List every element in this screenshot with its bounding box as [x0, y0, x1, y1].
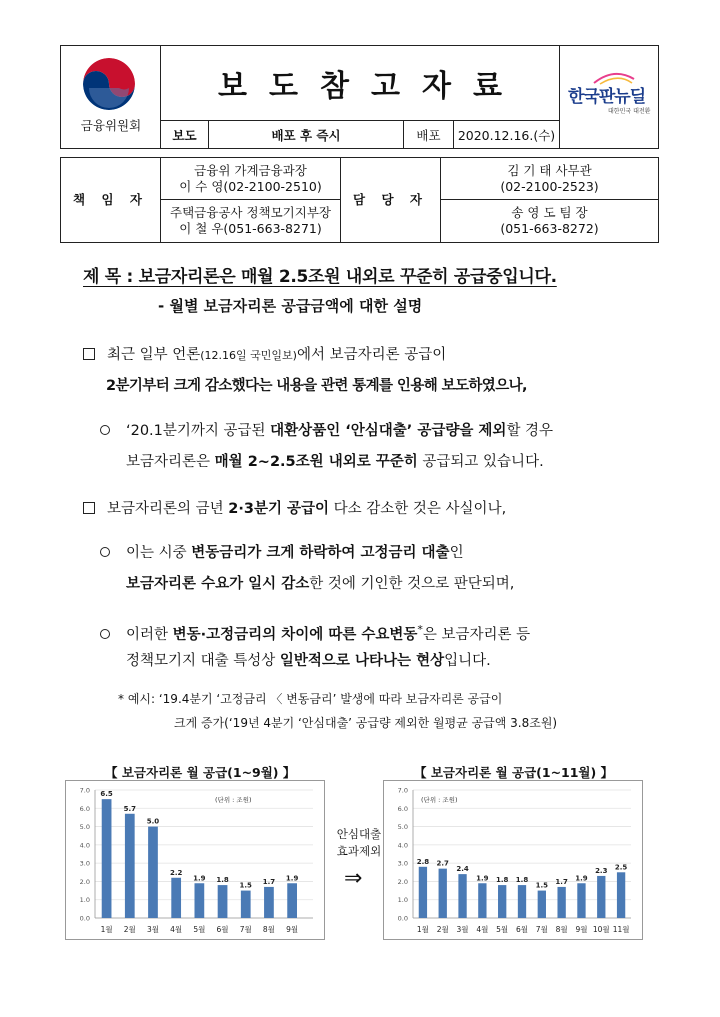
- x-tick-label: 6월: [216, 925, 229, 934]
- chart-2-title: 【 보금자리론 월 공급(1~11월) 】: [414, 765, 614, 780]
- responsible-contact-2: [161, 200, 341, 242]
- bar: [287, 883, 297, 918]
- data-label: 1.8: [515, 876, 529, 885]
- x-tick-label: 11월: [612, 925, 630, 934]
- bar: [171, 878, 181, 918]
- responsible-2-name: 이 철 우(051-663-8271): [179, 221, 322, 236]
- p5-text-a: 이러한: [126, 626, 173, 643]
- bar: [498, 885, 506, 918]
- y-tick-label: 4.0: [79, 841, 90, 850]
- logo-cell: [61, 46, 161, 148]
- bar: [218, 885, 228, 918]
- data-label: 1.9: [285, 874, 299, 883]
- p1-source: (12.16일 국민일보): [200, 349, 297, 362]
- responsible-2-title: 주택금융공사 정책모기지부장: [170, 205, 331, 220]
- charge-1-name: 김 기 태 사무관: [507, 162, 592, 178]
- paragraph-5: [100, 620, 530, 645]
- y-tick-label: 5.0: [397, 823, 408, 832]
- bar: [478, 883, 486, 918]
- p2-line2-b: 매월 2~2.5조원 내외로 꾸준히: [214, 454, 418, 470]
- circle-bullet-icon: [100, 425, 110, 435]
- charge-label: 담 당 자: [341, 158, 441, 242]
- exclusion-note-line2: 효과제외: [336, 844, 382, 858]
- data-label: 2.5: [614, 863, 628, 872]
- p4-text-a: 이는 시중: [126, 545, 192, 561]
- p3-text-c: 다소 감소한 것은 사실이나,: [329, 501, 507, 517]
- x-tick-label: 10월: [592, 925, 610, 934]
- bar: [194, 883, 204, 918]
- bar: [439, 869, 447, 918]
- data-label: 1.5: [239, 881, 252, 890]
- brand-logo-text: 한국판뉴딜: [568, 87, 646, 107]
- org-name: 금융위원회: [80, 118, 142, 133]
- press-title: [83, 262, 557, 287]
- paragraph-4: [100, 543, 464, 563]
- press-subtitle: - 월별 보금자리론 공급금액에 대한 설명: [158, 297, 423, 315]
- p3-text-b: 2·3분기 공급이: [228, 501, 330, 517]
- x-tick-label: 3월: [146, 925, 159, 934]
- bar: [458, 874, 466, 918]
- release-label: 보도: [161, 121, 209, 149]
- data-label: 1.9: [193, 874, 206, 883]
- bar: [125, 814, 135, 918]
- p5-text-d: 은 보금자리론 등: [422, 626, 531, 643]
- p5-line2-c: 입니다.: [444, 653, 491, 669]
- data-label: 1.8: [495, 876, 509, 885]
- y-tick-label: 3.0: [79, 859, 90, 868]
- y-tick-label: 7.0: [397, 786, 408, 795]
- p3-text-a: 보금자리론의 금년: [107, 501, 229, 517]
- x-tick-label: 5월: [496, 925, 509, 934]
- responsible-1-name: 이 수 영(02-2100-2510): [179, 178, 322, 194]
- y-tick-label: 1.0: [397, 896, 408, 905]
- bar: [617, 872, 625, 918]
- p5-text-b: 변동·고정금리의 차이에 따른 수요변동: [172, 626, 418, 643]
- p2-text-c: 할 경우: [506, 423, 554, 439]
- bar: [102, 799, 112, 918]
- x-tick-label: 4월: [476, 925, 489, 934]
- bar: [419, 867, 427, 918]
- circle-bullet-icon: [100, 629, 110, 639]
- title-main: 보금자리론은 매월 2.5조원 내외로 꾸준히 공급중입니다.: [138, 267, 557, 287]
- unit-label: (단위 : 조원): [215, 796, 252, 804]
- data-label: 1.9: [476, 874, 489, 883]
- y-tick-label: 4.0: [397, 841, 408, 850]
- chart-1: [65, 780, 325, 940]
- data-label: 1.7: [262, 877, 276, 886]
- x-tick-label: 9월: [286, 925, 299, 934]
- x-tick-label: 8월: [262, 925, 275, 934]
- square-bullet-icon: [83, 348, 95, 360]
- y-tick-label: 7.0: [79, 786, 90, 795]
- data-label: 5.0: [146, 817, 160, 826]
- government-emblem-icon: [83, 58, 135, 110]
- release-value: 배포 후 즉시: [209, 121, 404, 149]
- p2-text-b: 대환상품인 ‘안심대출’ 공급량을 제외: [270, 423, 507, 439]
- paragraph-1-line2: 2분기부터 크게 감소했다는 내용을 관련 통계를 인용해 보도하였으나,: [106, 378, 527, 394]
- y-tick-label: 0.0: [397, 914, 408, 923]
- p1-text-c: 에서: [296, 347, 330, 363]
- p1-text-a: 최근 일부 언론: [107, 347, 201, 363]
- brand-cell: [559, 46, 659, 148]
- data-label: 1.9: [575, 874, 588, 883]
- x-tick-label: 1월: [100, 925, 113, 934]
- y-tick-label: 0.0: [79, 914, 90, 923]
- bar: [518, 885, 526, 918]
- chart-2: [383, 780, 643, 940]
- x-tick-label: 1월: [416, 925, 429, 934]
- press-header: [60, 45, 659, 149]
- x-tick-label: 7월: [535, 925, 548, 934]
- bar: [264, 887, 274, 918]
- x-tick-label: 6월: [515, 925, 529, 934]
- data-label: 1.5: [535, 881, 549, 890]
- data-label: 1.7: [555, 877, 568, 886]
- paragraph-1: [83, 345, 446, 366]
- p5-line2-a: 정책모기지 대출 특성상: [126, 653, 280, 669]
- p1-text-d: 보금자리론 공급이: [329, 347, 447, 363]
- y-tick-label: 3.0: [397, 859, 408, 868]
- p5-line2-b: 일반적으로 나타나는 현상: [279, 653, 445, 669]
- paragraph-2-line2: [126, 452, 544, 472]
- data-label: 2.3: [595, 866, 608, 875]
- paragraph-5-line2: [126, 651, 491, 671]
- bar: [577, 883, 585, 918]
- responsible-1-title: 금융위 가계금융과장: [194, 162, 307, 178]
- x-tick-label: 2월: [436, 925, 449, 934]
- x-tick-label: 4월: [170, 925, 183, 934]
- exclusion-note-line1: 안심대출: [336, 827, 382, 841]
- brand-sub-text: 대한민국 대전환: [608, 108, 651, 115]
- chart-1-title: 【 보금자리론 월 공급(1~9월) 】: [105, 765, 296, 780]
- data-label: 2.2: [169, 868, 183, 877]
- y-tick-label: 2.0: [397, 877, 408, 886]
- x-tick-label: 5월: [193, 925, 206, 934]
- y-tick-label: 1.0: [79, 896, 90, 905]
- charge-2-name: 송 영 도 팀 장: [511, 205, 588, 220]
- p4-line2-a: 보금자리론 수요가 일시 감소: [126, 576, 310, 592]
- y-tick-label: 2.0: [79, 877, 90, 886]
- arrow-right-icon: ⇒: [344, 866, 363, 891]
- data-label: 6.5: [100, 790, 113, 799]
- responsible-label: 책 임 자: [61, 158, 161, 242]
- charge-contact-2: [441, 200, 658, 242]
- paragraph-2: [100, 421, 553, 441]
- distribute-date: 2020.12.16.(수): [457, 128, 556, 143]
- p5-footnote-mark: *: [417, 623, 423, 636]
- charge-contact-1: [441, 158, 658, 200]
- x-tick-label: 2월: [123, 925, 136, 934]
- x-tick-label: 3월: [456, 925, 469, 934]
- square-bullet-icon: [83, 502, 95, 514]
- document-title: 보도참고자료: [218, 69, 524, 104]
- data-label: 2.8: [416, 857, 430, 866]
- bar: [597, 876, 605, 918]
- charge-2-phone: (051-663-8272): [500, 221, 599, 236]
- bar: [148, 827, 158, 918]
- p2-line2-c: 공급되고 있습니다.: [417, 454, 544, 470]
- title-prefix: 제 목 :: [83, 267, 139, 287]
- circle-bullet-icon: [100, 547, 110, 557]
- bar: [241, 891, 251, 918]
- p4-text-b: 변동금리가 크게 하락하여 고정금리 대출: [191, 545, 450, 561]
- p2-text-a: ‘20.1분기까지 공급된: [126, 423, 271, 439]
- data-label: 1.8: [216, 876, 229, 885]
- bar: [538, 891, 546, 918]
- responsible-contact-1: [161, 158, 341, 200]
- x-tick-label: 7월: [239, 925, 252, 934]
- unit-label: (단위 : 조원): [421, 796, 458, 804]
- paragraph-4-line2: [126, 574, 514, 594]
- data-label: 2.4: [456, 865, 469, 874]
- p4-line2-b: 한 것에 기인한 것으로 판단되며,: [309, 576, 515, 592]
- p2-line2-a: 보금자리론은: [126, 454, 215, 470]
- charge-1-phone: (02-2100-2523): [500, 178, 599, 194]
- bar: [557, 887, 565, 918]
- paragraph-3: [83, 499, 506, 519]
- contact-table: [60, 157, 659, 243]
- y-tick-label: 6.0: [397, 804, 408, 813]
- y-tick-label: 5.0: [79, 823, 90, 832]
- release-row: [161, 120, 559, 148]
- p4-text-c: 인: [449, 545, 464, 561]
- x-tick-label: 8월: [555, 925, 568, 934]
- y-tick-label: 6.0: [79, 804, 90, 813]
- footnote-line1: * 예시: ‘19.4분기 ‘고정금리 〈 변동금리’ 발생에 따라 보금자리론 공급이: [118, 692, 503, 706]
- distribute-label: 배포: [404, 121, 454, 149]
- x-tick-label: 9월: [575, 925, 588, 934]
- data-label: 5.7: [123, 804, 136, 813]
- data-label: 2.7: [436, 859, 449, 868]
- footnote-line2: 크게 증가(‘19년 4분기 ‘안심대출’ 공급량 제외한 월평균 공급액 3.8조원): [174, 716, 558, 730]
- exclusion-note: [328, 826, 390, 860]
